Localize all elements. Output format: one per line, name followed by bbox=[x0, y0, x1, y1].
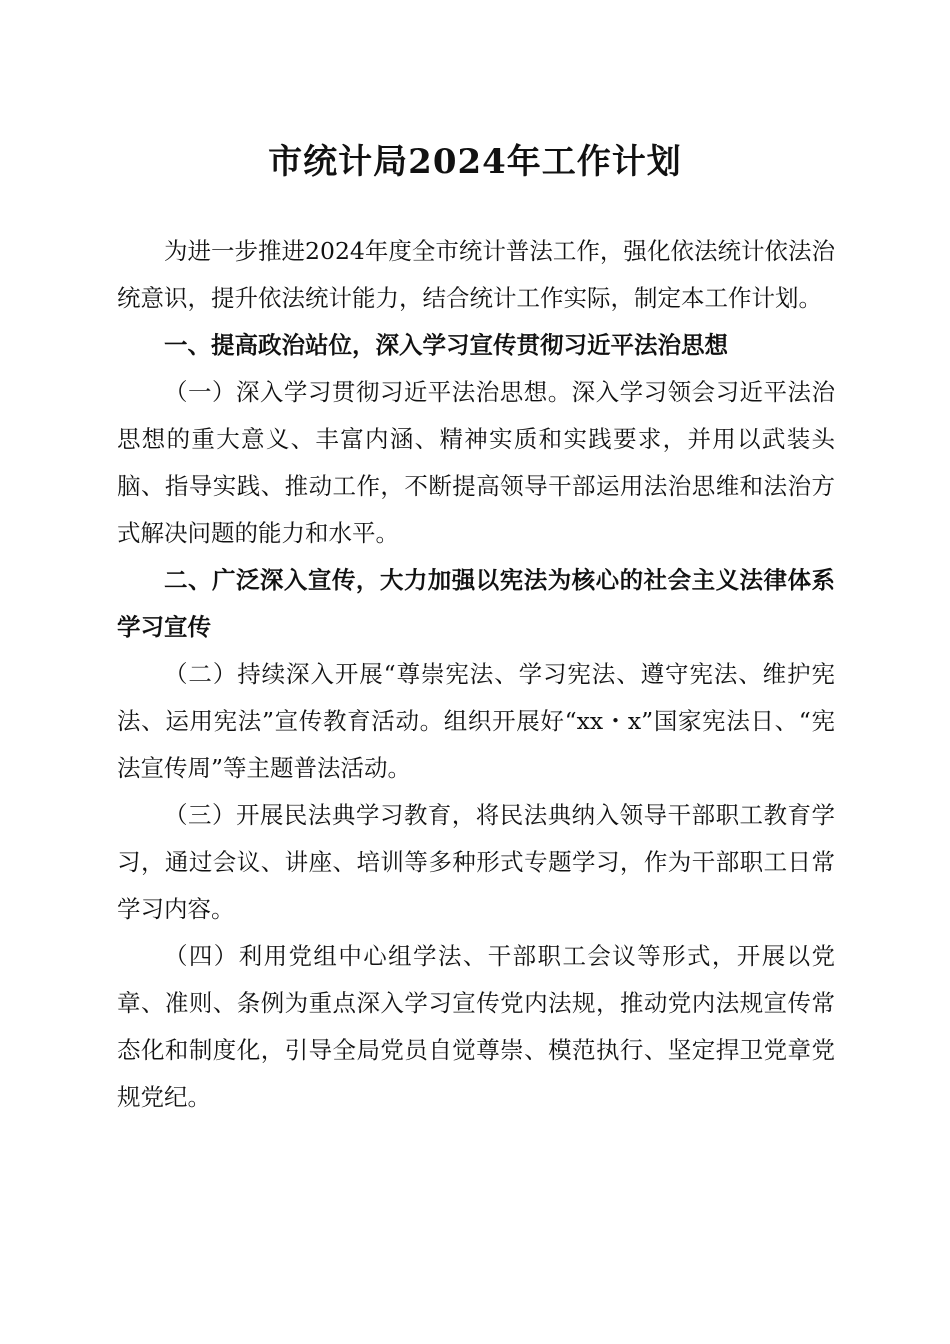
section-2-item-3: （四）利用党组中心组学法、干部职工会议等形式，开展以党章、准则、条例为重点深入学习宣传党内法规，推动党内法规宣传常态化和制度化，引导全局党员自觉尊崇、模范执行、坚定捍卫党章党规党纪。 bbox=[117, 942, 835, 1111]
document-body bbox=[117, 228, 835, 1121]
section-heading-2: 二、广泛深入宣传，大力加强以宪法为核心的社会主义法律体系学习宣传 bbox=[117, 566, 835, 641]
section-2-item-2: （三）开展民法典学习教育，将民法典纳入领导干部职工教育学习，通过会议、讲座、培训等多种形式专题学习，作为干部职工日常学习内容。 bbox=[117, 801, 835, 923]
section-2-item-1: （二）持续深入开展“尊崇宪法、学习宪法、遵守宪法、维护宪法、运用宪法”宣传教育活动。组织开展好“xx・x”国家宪法日、“宪法宣传周”等主题普法活动。 bbox=[117, 660, 835, 782]
document-title: 市统计局2024年工作计划 bbox=[268, 142, 682, 182]
section-1-item-1: （一）深入学习贯彻习近平法治思想。深入学习领会习近平法治思想的重大意义、丰富内涵、精神实质和实践要求，并用以武装头脑、指导实践、推动工作，不断提高领导干部运用法治思维和法治方式解决问题的能力和水平。 bbox=[117, 378, 835, 547]
section-heading-1: 一、提高政治站位，深入学习宣传贯彻习近平法治思想 bbox=[164, 331, 728, 359]
intro-paragraph: 为进一步推进2024年度全市统计普法工作，强化依法统计依法治统意识，提升依法统计能力，结合统计工作实际，制定本工作计划。 bbox=[117, 237, 835, 312]
